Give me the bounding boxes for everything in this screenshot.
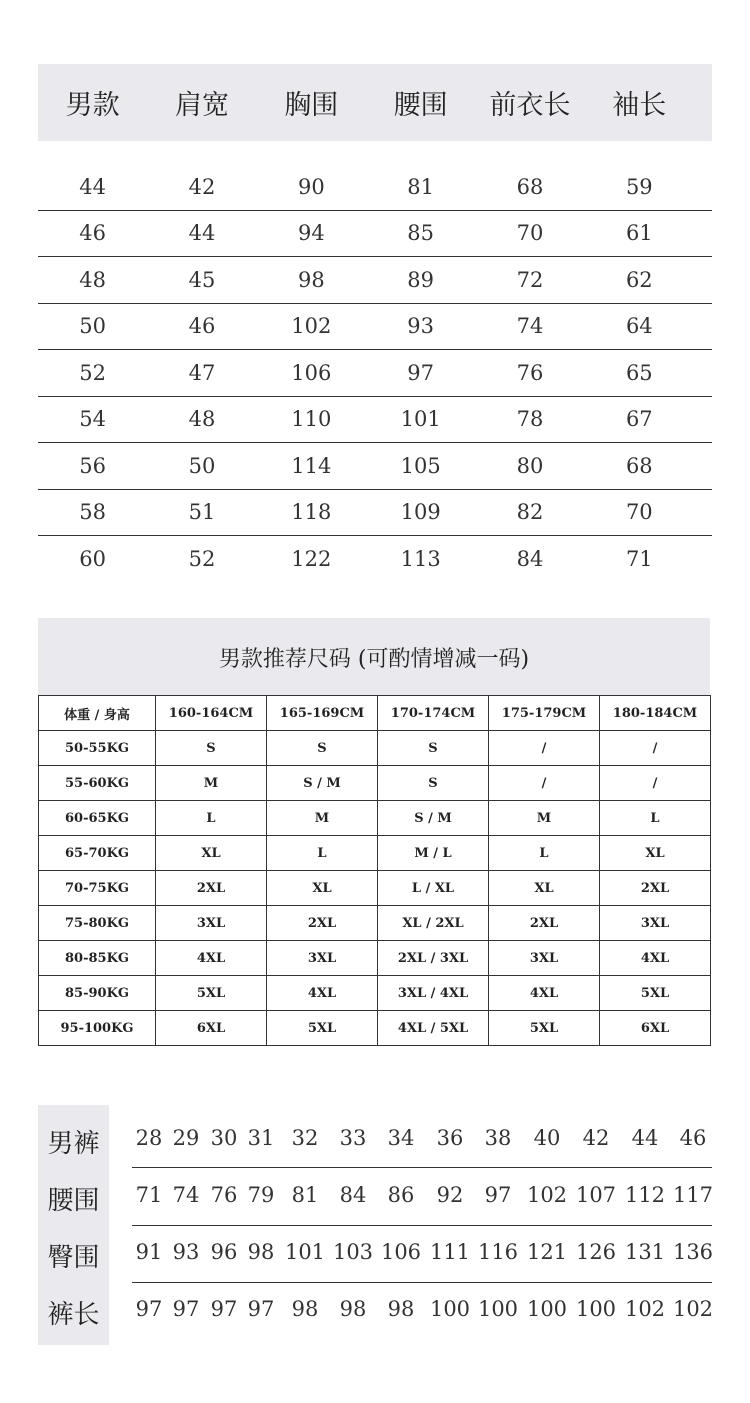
table-cell: 33 bbox=[339, 1126, 367, 1150]
table-cell: 30 bbox=[210, 1126, 238, 1150]
table-cell: 70 bbox=[625, 500, 653, 525]
table-cell: S bbox=[267, 731, 378, 766]
table-cell: 81 bbox=[407, 174, 435, 199]
table-row bbox=[38, 349, 712, 396]
table-row bbox=[38, 164, 712, 210]
table-cell: 3XL bbox=[267, 941, 378, 976]
table-cell: 71 bbox=[625, 546, 653, 571]
table-cell: 122 bbox=[291, 546, 332, 571]
table-cell: 42 bbox=[188, 174, 216, 199]
table-cell: 4XL bbox=[267, 976, 378, 1011]
table-cell: 101 bbox=[400, 407, 441, 432]
table-cell: XL bbox=[600, 836, 711, 871]
table-cell: 80 bbox=[516, 453, 544, 478]
table-cell: 29 bbox=[172, 1126, 200, 1150]
table-cell: 93 bbox=[172, 1240, 200, 1264]
table-cell: 2XL bbox=[600, 871, 711, 906]
table-cell: 2XL bbox=[267, 906, 378, 941]
table-row bbox=[39, 871, 711, 906]
table-cell: 68 bbox=[516, 174, 544, 199]
table-row bbox=[38, 256, 712, 303]
table-cell: 111 bbox=[429, 1240, 471, 1264]
table-cell: 97 bbox=[484, 1183, 512, 1207]
table-cell: 180-184CM bbox=[600, 696, 711, 731]
table-cell: 4XL / 5XL bbox=[378, 1011, 489, 1046]
table-cell: 98 bbox=[297, 267, 325, 292]
table-cell: 82 bbox=[516, 500, 544, 525]
table-cell: 4XL bbox=[156, 941, 267, 976]
table-cell: 98 bbox=[291, 1297, 319, 1321]
table-cell: 112 bbox=[624, 1183, 666, 1207]
table-row bbox=[38, 535, 712, 582]
table-cell: 75-80KG bbox=[39, 906, 156, 941]
table-cell: 38 bbox=[484, 1126, 512, 1150]
table-cell: 113 bbox=[400, 546, 441, 571]
table-cell: 48 bbox=[188, 407, 216, 432]
table-cell: 59 bbox=[625, 174, 653, 199]
table-cell: 109 bbox=[400, 500, 441, 525]
table-cell: 56 bbox=[79, 453, 107, 478]
table-cell: 97 bbox=[407, 360, 435, 385]
table-cell: 60 bbox=[79, 546, 107, 571]
table-row bbox=[38, 396, 712, 443]
table-cell: 52 bbox=[188, 546, 216, 571]
table-cell: 102 bbox=[291, 314, 332, 339]
table-cell: 170-174CM bbox=[378, 696, 489, 731]
table-cell: 44 bbox=[631, 1126, 659, 1150]
table-cell: 44 bbox=[79, 174, 107, 199]
table-row bbox=[38, 210, 712, 257]
table-cell: S bbox=[378, 766, 489, 801]
table-cell: 71 bbox=[135, 1183, 163, 1207]
table-cell: 50 bbox=[79, 314, 107, 339]
table-cell: L bbox=[600, 801, 711, 836]
table-cell: 84 bbox=[516, 546, 544, 571]
table-row bbox=[38, 489, 712, 536]
table-cell: 98 bbox=[387, 1297, 415, 1321]
table-cell: 47 bbox=[188, 360, 216, 385]
table-cell: 58 bbox=[79, 500, 107, 525]
table-cell: 175-179CM bbox=[489, 696, 600, 731]
table-cell: 32 bbox=[291, 1126, 319, 1150]
table-cell: 61 bbox=[625, 221, 653, 246]
table-cell: 65 bbox=[625, 360, 653, 385]
table-cell: 117 bbox=[672, 1183, 714, 1207]
table-cell: 96 bbox=[210, 1240, 238, 1264]
table-cell: 62 bbox=[625, 267, 653, 292]
table-cell: 64 bbox=[625, 314, 653, 339]
table-cell: 92 bbox=[436, 1183, 464, 1207]
row-divider bbox=[132, 1167, 712, 1168]
table-cell: 54 bbox=[79, 407, 107, 432]
table-cell: 116 bbox=[477, 1240, 519, 1264]
row-divider bbox=[132, 1225, 712, 1226]
table-cell: 100 bbox=[575, 1297, 617, 1321]
table-cell: 28 bbox=[135, 1126, 163, 1150]
table-cell: 3XL / 4XL bbox=[378, 976, 489, 1011]
table-cell: 160-164CM bbox=[156, 696, 267, 731]
table-cell: 93 bbox=[407, 314, 435, 339]
table-cell: 70-75KG bbox=[39, 871, 156, 906]
table-cell: XL bbox=[156, 836, 267, 871]
table-row bbox=[39, 1011, 711, 1046]
table-cell: 98 bbox=[339, 1297, 367, 1321]
table-cell: 44 bbox=[188, 221, 216, 246]
table-cell: M / L bbox=[378, 836, 489, 871]
table-row bbox=[39, 941, 711, 976]
table-cell: S / M bbox=[267, 766, 378, 801]
table-cell: 100 bbox=[477, 1297, 519, 1321]
table-row bbox=[39, 906, 711, 941]
table-cell: L bbox=[489, 836, 600, 871]
table-cell: 74 bbox=[516, 314, 544, 339]
table-cell: 6XL bbox=[600, 1011, 711, 1046]
table-cell: 86 bbox=[387, 1183, 415, 1207]
table-cell: XL bbox=[267, 871, 378, 906]
table-cell: 34 bbox=[387, 1126, 415, 1150]
table-cell: / bbox=[600, 766, 711, 801]
table-cell: 84 bbox=[339, 1183, 367, 1207]
table-cell: 2XL / 3XL bbox=[378, 941, 489, 976]
table-row bbox=[39, 976, 711, 1011]
table-cell: 118 bbox=[291, 500, 332, 525]
table-row bbox=[39, 801, 711, 836]
table-cell: 4XL bbox=[489, 976, 600, 1011]
table-cell: 131 bbox=[624, 1240, 666, 1264]
table-cell: 81 bbox=[291, 1183, 319, 1207]
table-cell: 102 bbox=[624, 1297, 666, 1321]
table-cell: M bbox=[267, 801, 378, 836]
header-cell: 胸围 bbox=[284, 90, 339, 121]
table-header-row bbox=[39, 696, 711, 731]
row-divider bbox=[132, 1282, 712, 1283]
table-cell: S / M bbox=[378, 801, 489, 836]
table-cell: 97 bbox=[172, 1297, 200, 1321]
table-cell: 106 bbox=[291, 360, 332, 385]
table-cell: 100 bbox=[526, 1297, 568, 1321]
table-cell: 3XL bbox=[156, 906, 267, 941]
table-cell: XL / 2XL bbox=[378, 906, 489, 941]
table-cell: 46 bbox=[188, 314, 216, 339]
top-size-table bbox=[38, 164, 712, 582]
table-cell: 3XL bbox=[489, 941, 600, 976]
table-cell: 50 bbox=[188, 453, 216, 478]
table-cell: S bbox=[378, 731, 489, 766]
table-cell: 85 bbox=[407, 221, 435, 246]
table-cell: L / XL bbox=[378, 871, 489, 906]
table-cell: 102 bbox=[526, 1183, 568, 1207]
table-cell: 76 bbox=[210, 1183, 238, 1207]
header-cell: 肩宽 bbox=[174, 90, 229, 121]
table-cell: M bbox=[156, 766, 267, 801]
table-cell: 107 bbox=[575, 1183, 617, 1207]
table-cell: 31 bbox=[247, 1126, 275, 1150]
table-cell: 136 bbox=[672, 1240, 714, 1264]
table-cell: 80-85KG bbox=[39, 941, 156, 976]
table-cell: 106 bbox=[380, 1240, 422, 1264]
table-cell: 40 bbox=[533, 1126, 561, 1150]
table-cell: 65-70KG bbox=[39, 836, 156, 871]
table-cell: 85-90KG bbox=[39, 976, 156, 1011]
table-cell: 51 bbox=[188, 500, 216, 525]
table-cell: XL bbox=[489, 871, 600, 906]
table-cell: 68 bbox=[625, 453, 653, 478]
table-cell: / bbox=[600, 731, 711, 766]
table-cell: 95-100KG bbox=[39, 1011, 156, 1046]
table-cell: 90 bbox=[297, 174, 325, 199]
table-cell: 101 bbox=[284, 1240, 326, 1264]
table-cell: 3XL bbox=[600, 906, 711, 941]
table-cell: 74 bbox=[172, 1183, 200, 1207]
table-cell: 98 bbox=[247, 1240, 275, 1264]
table-cell: 102 bbox=[672, 1297, 714, 1321]
table-cell: 52 bbox=[79, 360, 107, 385]
table-cell: 4XL bbox=[600, 941, 711, 976]
table-cell: 5XL bbox=[489, 1011, 600, 1046]
table-cell: 55-60KG bbox=[39, 766, 156, 801]
table-row bbox=[39, 766, 711, 801]
table-cell: 70 bbox=[516, 221, 544, 246]
table-cell: 121 bbox=[526, 1240, 568, 1264]
table-cell: 6XL bbox=[156, 1011, 267, 1046]
table-cell: 76 bbox=[516, 360, 544, 385]
pants-row-label: 臀围 bbox=[47, 1243, 100, 1273]
table-cell: 78 bbox=[516, 407, 544, 432]
table-cell: 105 bbox=[400, 453, 441, 478]
table-cell: 50-55KG bbox=[39, 731, 156, 766]
table-cell: 45 bbox=[188, 267, 216, 292]
table-cell: L bbox=[267, 836, 378, 871]
pants-row-label: 男裤 bbox=[47, 1129, 100, 1159]
header-cell: 男款 bbox=[65, 90, 120, 121]
table-row bbox=[38, 303, 712, 350]
table-cell: / bbox=[489, 731, 600, 766]
table-cell: 72 bbox=[516, 267, 544, 292]
table-cell: M bbox=[489, 801, 600, 836]
table-cell: 48 bbox=[79, 267, 107, 292]
table-cell: 79 bbox=[247, 1183, 275, 1207]
recommend-title: 男款推荐尺码 (可酌情增减一码) bbox=[38, 618, 710, 696]
table-cell: 97 bbox=[247, 1297, 275, 1321]
table-cell: 114 bbox=[291, 453, 332, 478]
table-cell: S bbox=[156, 731, 267, 766]
table-cell: 60-65KG bbox=[39, 801, 156, 836]
table-cell: 67 bbox=[625, 407, 653, 432]
table-cell: 91 bbox=[135, 1240, 163, 1264]
table-cell: 5XL bbox=[267, 1011, 378, 1046]
table-cell: 103 bbox=[332, 1240, 374, 1264]
pants-row-label: 腰围 bbox=[47, 1186, 100, 1216]
table-cell: L bbox=[156, 801, 267, 836]
table-cell: 97 bbox=[135, 1297, 163, 1321]
table-cell: 2XL bbox=[489, 906, 600, 941]
table-row bbox=[39, 731, 711, 766]
header-cell: 前衣长 bbox=[489, 90, 571, 121]
table-cell: 5XL bbox=[156, 976, 267, 1011]
table-cell: 46 bbox=[79, 221, 107, 246]
header-cell: 腰围 bbox=[393, 90, 448, 121]
recommend-table bbox=[38, 695, 711, 1046]
table-cell: 110 bbox=[291, 407, 332, 432]
table-cell: 46 bbox=[679, 1126, 707, 1150]
table-cell: 89 bbox=[407, 267, 435, 292]
table-cell: 36 bbox=[436, 1126, 464, 1150]
table-cell: / bbox=[489, 766, 600, 801]
top-size-header bbox=[38, 64, 712, 141]
table-cell: 5XL bbox=[600, 976, 711, 1011]
table-cell: 97 bbox=[210, 1297, 238, 1321]
table-cell: 165-169CM bbox=[267, 696, 378, 731]
table-cell: 126 bbox=[575, 1240, 617, 1264]
table-cell: 100 bbox=[429, 1297, 471, 1321]
header-cell: 袖长 bbox=[612, 90, 667, 121]
pants-row-label: 裤长 bbox=[47, 1300, 100, 1330]
table-cell: 42 bbox=[582, 1126, 610, 1150]
table-row bbox=[38, 442, 712, 489]
table-cell: 2XL bbox=[156, 871, 267, 906]
table-row bbox=[39, 836, 711, 871]
table-cell: 体重 / 身高 bbox=[39, 696, 156, 731]
table-cell: 94 bbox=[297, 221, 325, 246]
